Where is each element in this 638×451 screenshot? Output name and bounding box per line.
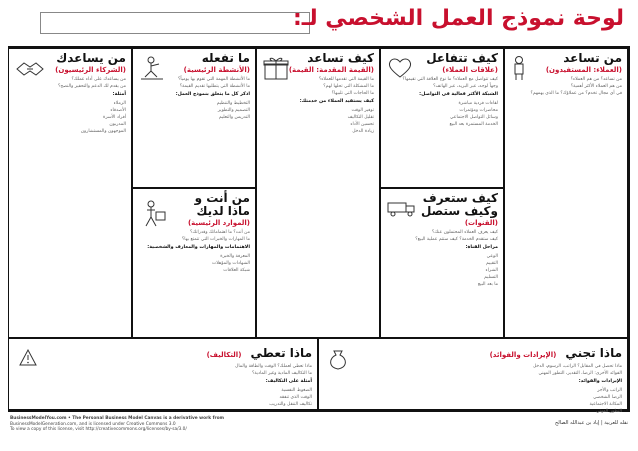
costs-line: ماذا تعطي لعملك؟ الوقت والطاقة والمال (235, 364, 312, 369)
value-item: تحسين الأداء (350, 122, 374, 127)
revenue-line: ماذا تحصل في المقابل؟ الراتب، الرسوم، الدخل (533, 364, 622, 369)
cell-resources[interactable] (132, 188, 256, 338)
customers-heading: من تساعد (563, 51, 622, 65)
value-heading: كيف تساعد (307, 51, 374, 65)
revenue-bold: الإيرادات والفوائد: (578, 379, 622, 384)
customers-line: في أي مجال تخدم؟ من عملاؤك؟ ما الذي يهمهم؟ (530, 91, 622, 96)
customers-line: من تساعد؟ من هم العملاء؟ (570, 77, 622, 82)
canvas (8, 46, 630, 412)
resources-item: شبكة العلاقات (223, 268, 250, 273)
relationships-item: وسائل التواصل الاجتماعي (450, 115, 498, 120)
person-with-bag-icon (139, 199, 167, 229)
cell-value[interactable] (256, 48, 380, 338)
resources-heading: من أنت و ماذا لديك (194, 191, 250, 218)
channels-item: الوعي (486, 254, 498, 259)
resources-sub: (الموارد الرئيسية) (187, 219, 250, 227)
costs-line: ما التكاليف المادية وغير المادية؟ (251, 371, 312, 376)
header (6, 4, 632, 42)
channels-line: كيف ستقدم الخدمة؟ كيف ستتم عملية البيع؟ (415, 237, 498, 242)
heart-icon (387, 57, 413, 79)
costs-item: الوقت الذي تنفقه (279, 395, 312, 400)
value-line: ما القيمة التي تقدمها للعملاء؟ (318, 77, 374, 82)
activities-line: ما الأنشطة التي يتطلبها تقديم القيمة؟ (179, 84, 250, 89)
channels-item: ما بعد البيع (477, 282, 498, 287)
relationships-bold: الشبكة الأكثر فعالية في التواصل: (419, 92, 498, 97)
footer-line: BusinessModelYou.com • The Personal Business Model Canvas is a derivative work from (10, 416, 224, 421)
costs-bold: أمثلة على التكاليف: (265, 379, 312, 384)
partners-line: من يقدم لك الدعم والتحفيز والنصح؟ (57, 84, 126, 89)
relationships-item: لقاءات فردية مباشرة (458, 101, 498, 106)
relationships-heading: كيف تتفاعل (426, 51, 498, 65)
partners-item: الموجهون والمستشارون (80, 129, 126, 134)
footer-line: BusinessModelGeneration.com, and is licensed under Creative Commons 3.0 (10, 421, 176, 427)
page-title: لوحة نموذج العمل الشخصي لـ: (293, 6, 624, 31)
cell-customers[interactable] (504, 48, 628, 338)
channels-item: التسليم (484, 275, 498, 280)
costs-item: تكاليف التنقل والتدريب (269, 402, 312, 407)
license-footer (10, 416, 310, 433)
relationships-sub: (علاقات العملاء) (442, 66, 498, 74)
footer-line: To view a copy of this license, visit http://creativecommons.org/licenses/by-sa/3.0/ (10, 427, 187, 432)
cell-partners[interactable] (8, 48, 132, 338)
channels-bold: مراحل القناة: (465, 245, 498, 250)
worker-icon (139, 55, 165, 81)
activities-item: التصميم والتطوير (217, 108, 250, 113)
activities-heading: ما تفعله (201, 51, 250, 65)
activities-item: التدريس والتعليم (218, 115, 250, 120)
handshake-icon (15, 57, 45, 79)
value-line: ما المشكلة التي تحلها لهم؟ (323, 84, 374, 89)
channels-item: الشراء (485, 268, 498, 273)
gift-icon (263, 55, 289, 81)
cell-revenue[interactable] (318, 338, 628, 414)
resources-line: من أنت؟ ما اهتماماتك وقدراتك؟ (190, 230, 250, 235)
partners-heading: من يساعدك (56, 51, 126, 65)
truck-icon (387, 201, 417, 217)
value-bold: كيف يستفيد العملاء من خدمتك: (299, 99, 374, 104)
costs-sub: (التكاليف) (206, 351, 242, 359)
activities-sub: (الأنشطة الرئيسية) (183, 66, 250, 74)
revenue-heading: ماذا تجني (565, 346, 622, 360)
channels-sub: (القنوات) (464, 219, 498, 227)
partners-bold: أمثلة: (112, 92, 126, 97)
revenue-item: التطور المهني (595, 409, 622, 414)
value-item: زيادة الدخل (352, 129, 374, 134)
activities-item: التخطيط والتنظيم (216, 101, 250, 106)
value-item: توفير الوقت (351, 108, 374, 113)
partners-sub: (الشركاء الرئيسيون) (55, 66, 126, 74)
partners-item: الأصدقاء (110, 108, 126, 113)
value-item: تقليل التكاليف (347, 115, 374, 120)
channels-line: كيف يعرف العملاء المحتملون عنك؟ (431, 230, 498, 235)
channels-heading: كيف ستعرف وكيف ستصل (420, 191, 498, 218)
partners-item: المدربون (109, 122, 126, 127)
customers-sub: (العملاء: المستفيدون) (545, 66, 622, 74)
activities-line: ما الأنشطة المهمة التي تقوم بها يومياً؟ (177, 77, 250, 82)
partners-line: من يساعدك على أداء عملك؟ (71, 77, 126, 82)
relationships-line: وجهاً لوجه، عبر البريد، عبر الهاتف؟ (433, 84, 498, 89)
resources-line: ما المهارات والخبرات التي تتمتع بها؟ (181, 237, 250, 242)
channels-item: التقييم (486, 261, 498, 266)
customers-line: من هم العملاء الأكثر أهمية؟ (570, 84, 622, 89)
costs-item: الضغوط النفسية (281, 388, 312, 393)
relationships-item: الخدمة المستمرة بعد البيع (449, 122, 498, 127)
revenue-item: المكانة الاجتماعية (589, 402, 622, 407)
cell-activities[interactable] (132, 48, 256, 188)
person-icon (511, 55, 527, 81)
translation-credit: نقله للعربية | إياد بن عبدالله الصالح (554, 420, 628, 426)
partners-item: الزملاء (113, 101, 126, 106)
revenue-item: الرضا الشخصي (593, 395, 622, 400)
partners-item: أفراد الأسرة (103, 115, 126, 120)
activities-bold: اذكر كل ما يتعلق بنموذج العمل: (175, 92, 250, 97)
value-line: ما الحاجات التي تلبيها؟ (331, 91, 374, 96)
relationships-line: كيف تتواصل مع العملاء؟ ما نوع العلاقة التي تقيمها؟ (402, 77, 498, 82)
cost-icon (17, 347, 39, 369)
revenue-line: الفوائد الأخرى: الرضا، التقدير، التطور المهني (538, 371, 622, 376)
revenue-sub: (الإيرادات والفوائد) (489, 351, 557, 359)
owner-name-field[interactable] (40, 12, 310, 34)
cell-costs[interactable] (8, 338, 318, 410)
relationships-item: محاضرات ومؤتمرات (459, 108, 498, 113)
value-sub: (القيمة المقدمة: القيمة) (288, 66, 374, 74)
resources-bold: الاهتمامات والمهارات والمعارف والشخصية: (147, 245, 250, 250)
cell-channels[interactable] (380, 188, 504, 338)
resources-item: الشهادات والمؤهلات (211, 261, 250, 266)
resources-item: المعرفة والخبرة (220, 254, 250, 259)
costs-heading: ماذا تعطي (250, 346, 312, 360)
revenue-item: الراتب والأجر (597, 388, 622, 393)
cell-relationships[interactable] (380, 48, 504, 188)
money-bag-icon (327, 347, 349, 371)
